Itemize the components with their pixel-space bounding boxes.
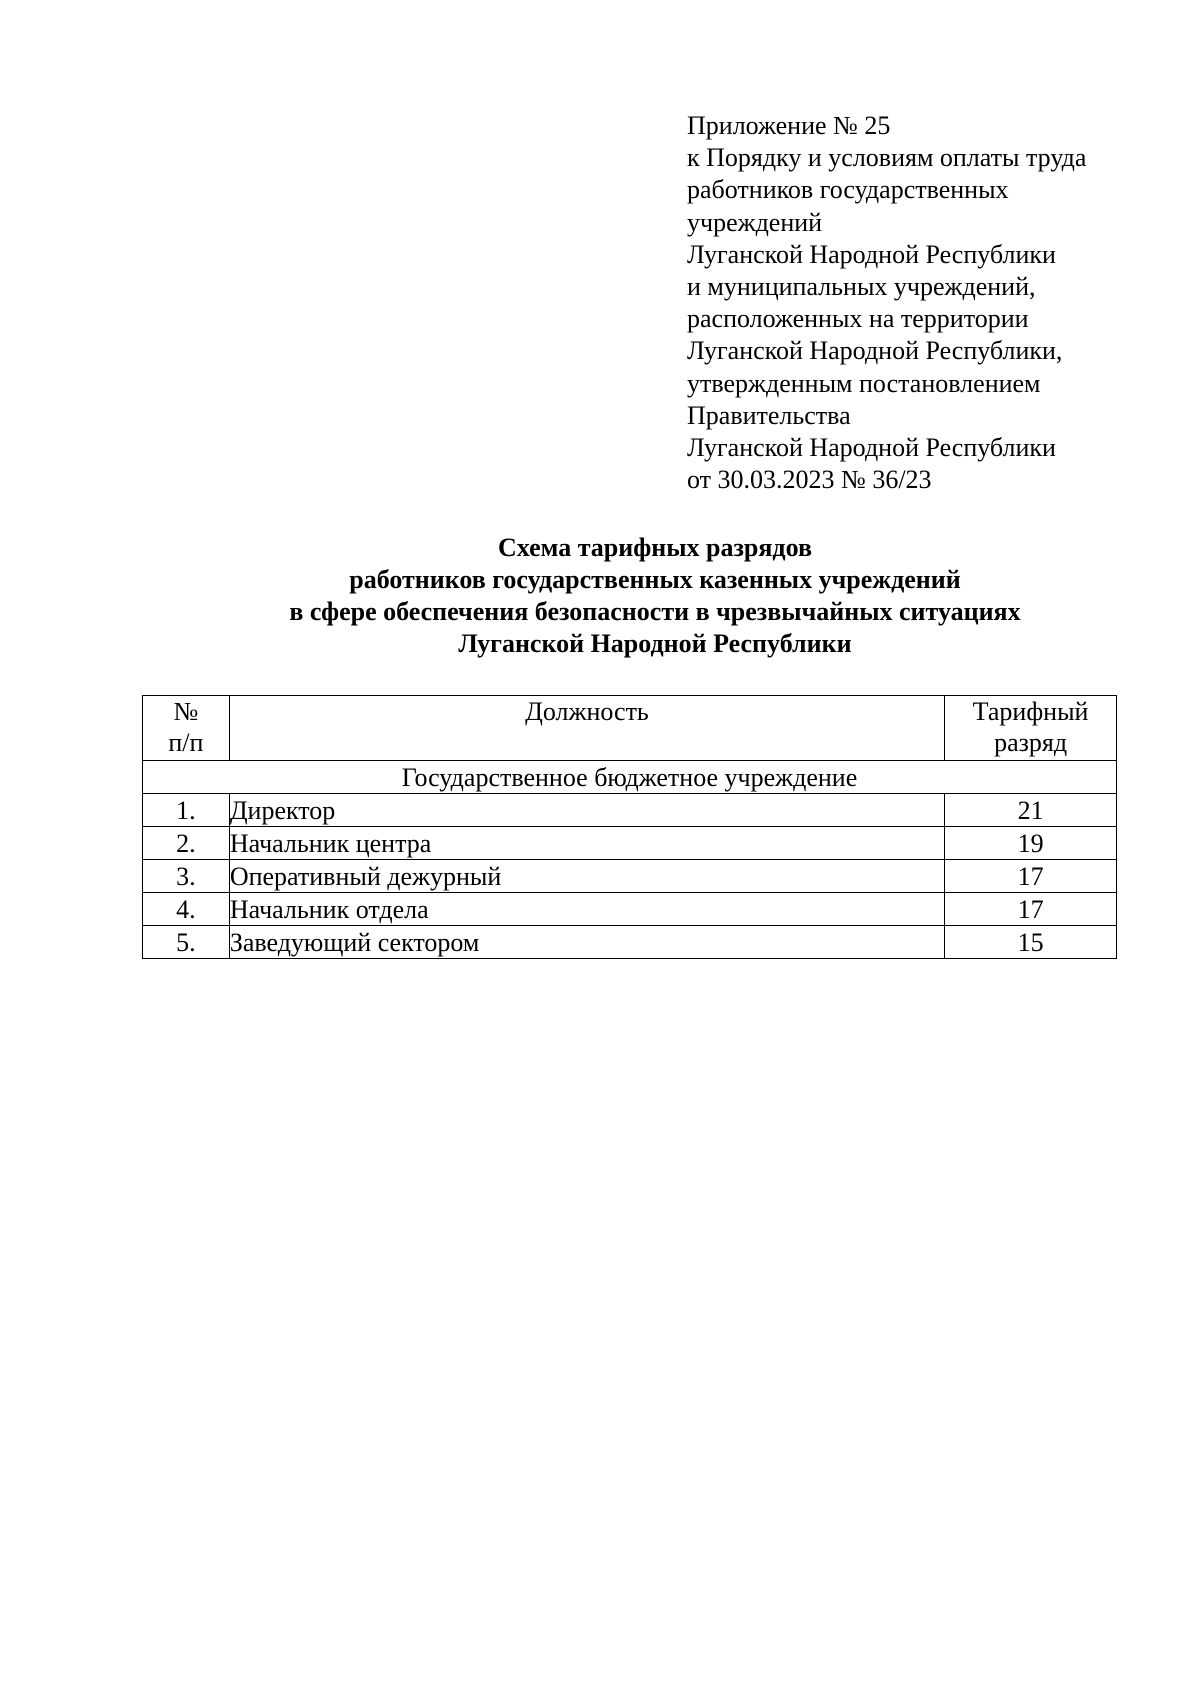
header-position [229,696,944,761]
annex-line: работников государственных [687,175,1009,205]
row-grade: 17 [945,860,1117,893]
row-number: 1. [143,794,230,827]
row-grade: 17 [945,893,1117,926]
header-grade-line1: Тарифный [972,697,1089,726]
header-number [143,696,230,761]
row-number: 3. [143,860,230,893]
row-number: 2. [143,827,230,860]
row-grade: 21 [945,794,1117,827]
annex-line: Правительства [687,400,851,430]
header-number-line2: п/п [168,728,204,757]
header-grade-line2: разряд [994,728,1068,757]
annex-line: утвержденным постановлением [687,368,1041,398]
annex-line: Луганской Народной Республики [687,239,1056,269]
row-position: Директор [229,794,944,827]
title-line: в сфере обеспечения безопасности в чрезвычайных ситуациях [289,597,1021,626]
document-title [130,532,1180,660]
row-grade: 19 [945,827,1117,860]
row-position: Начальник отдела [229,893,944,926]
row-number: 5. [143,926,230,959]
title-line: Схема тарифных разрядов [498,533,812,562]
annex-line: от 30.03.2023 № 36/23 [687,465,932,495]
table-row [143,893,1117,926]
row-position: Начальник центра [229,827,944,860]
annex-block [687,110,1157,496]
table-header-row [143,696,1117,761]
annex-line: Приложение № 25 [687,111,891,140]
table-row [143,794,1117,827]
table-row [143,860,1117,893]
tariff-grades-table [142,695,1117,959]
row-position: Заведующий сектором [229,926,944,959]
title-line: Луганской Народной Республики [458,629,852,658]
row-number: 4. [143,893,230,926]
annex-line: учреждений [687,207,823,237]
table-row [143,827,1117,860]
group-row [143,761,1117,794]
row-grade: 15 [945,926,1117,959]
row-position: Оперативный дежурный [229,860,944,893]
header-grade [945,696,1117,761]
annex-line: к Порядку и условиям оплаты труда [687,143,1087,173]
annex-line: Луганской Народной Республики [687,433,1056,463]
header-number-line1: № [173,697,199,726]
table-row [143,926,1117,959]
annex-line: расположенных на территории [687,304,1029,334]
annex-line: и муниципальных учреждений, [687,272,1036,302]
header-position-label: Должность [525,697,649,726]
annex-line: Луганской Народной Республики, [687,336,1063,366]
title-line: работников государственных казенных учреждений [349,565,961,594]
group-title: Государственное бюджетное учреждение [143,761,1117,794]
